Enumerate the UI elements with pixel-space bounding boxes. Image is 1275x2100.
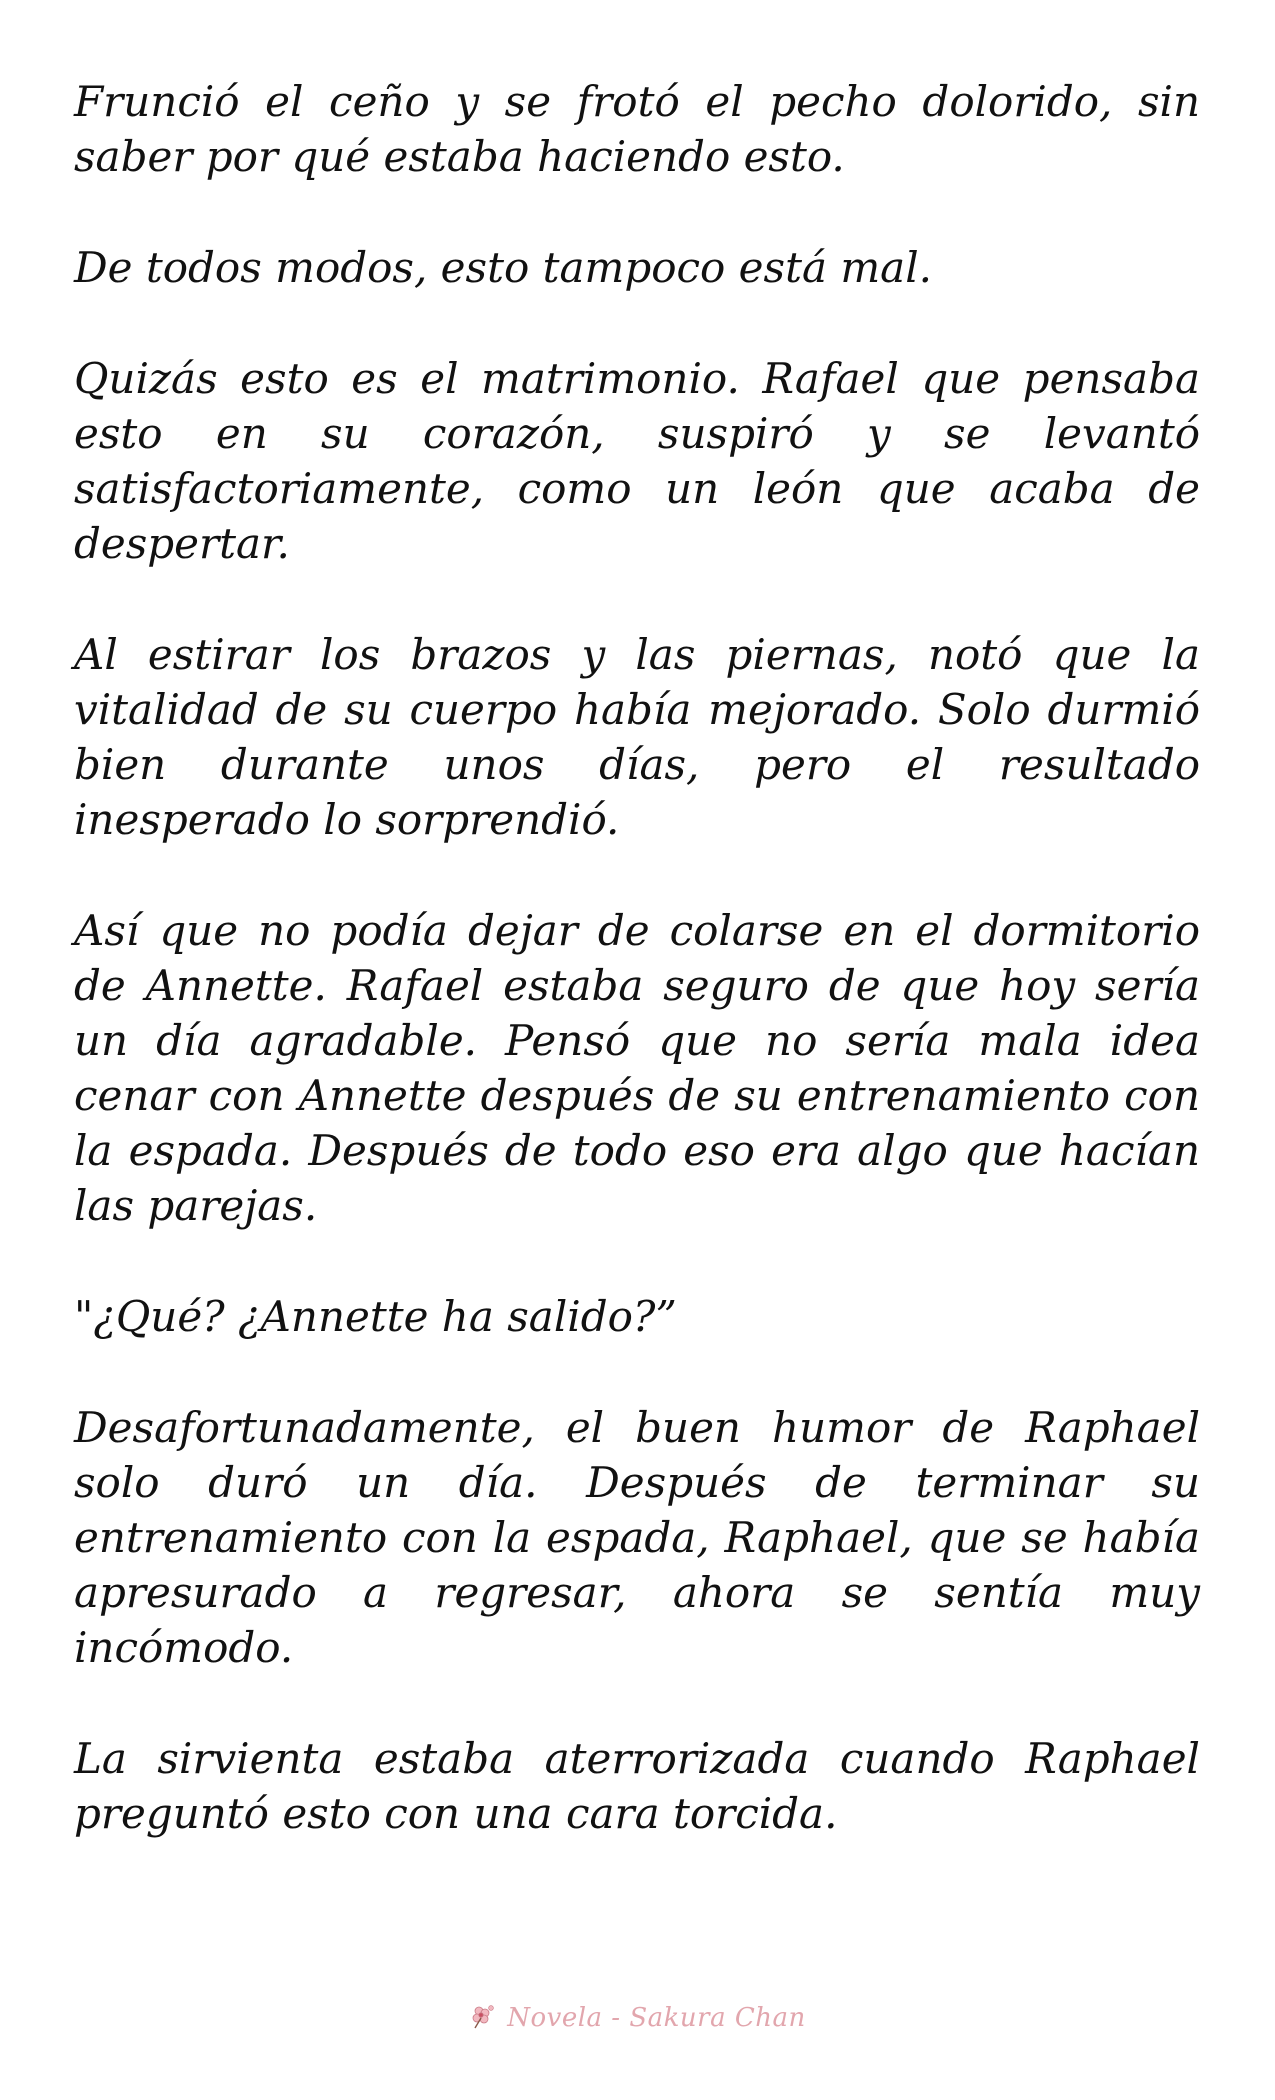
watermark-brand: Novela - Sakura Chan: [507, 2003, 806, 2033]
paragraph-7: Desafortunadamente, el buen humor de Raphael solo duró un día. Después de terminar su entrenamiento con la espada, Raphael, que se había apresurado a regresar, ahora se sentía muy incómodo.: [74, 1403, 1200, 1672]
paragraph-8: La sirvienta estaba aterrorizada cuando Raphael preguntó esto con una cara torcida.: [74, 1734, 1200, 1838]
paragraph-2: De todos modos, esto tampoco está mal.: [74, 243, 932, 292]
paragraph-6: "¿Qué? ¿Annette ha salido?”: [74, 1292, 677, 1341]
paragraph-4: Al estirar los brazos y las piernas, notó que la vitalidad de su cuerpo había mejorado. Solo durmió bien durante unos días, pero el resultado inesperado lo sorprendió.: [74, 630, 1200, 844]
paragraph-5: Así que no podía dejar de colarse en el dormitorio de Annette. Rafael estaba seguro de que hoy sería un día agradable. Pensó que no sería mala idea cenar con Annette después de su entrenamiento con la espada. Después de todo eso era algo que hacían las parejas.: [74, 906, 1200, 1230]
document-body: [74, 74, 1200, 1897]
watermark-footer: [0, 1998, 1275, 2038]
paragraph-3: Quizás esto es el matrimonio. Rafael que pensaba esto en su corazón, suspiró y se levantó satisfactoriamente, como un león que acaba de despertar.: [74, 354, 1200, 568]
cherry-blossom-icon: [469, 2004, 497, 2032]
paragraph-1: Frunció el ceño y se frotó el pecho dolorido, sin saber por qué estaba haciendo esto.: [74, 77, 1200, 181]
